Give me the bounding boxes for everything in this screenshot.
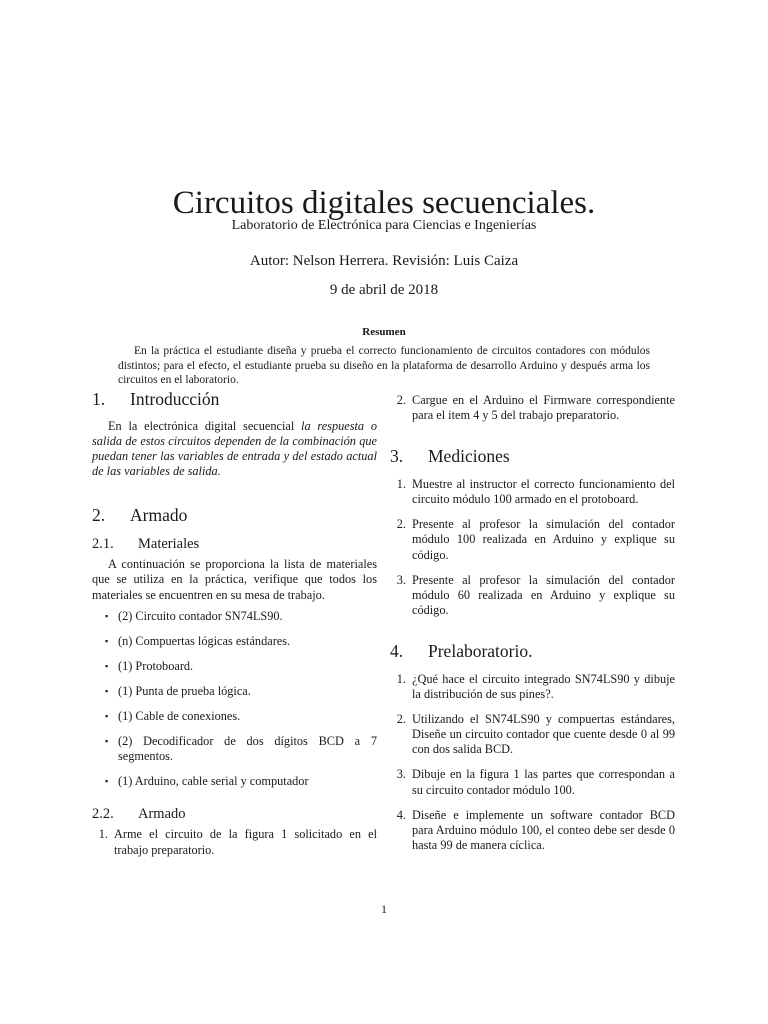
materiales-list	[92, 609, 377, 790]
materiales-paragraph: A continuación se proporciona la lista de materiales que se utiliza en la práctica, verifique que todos los materiales se encuentren en su mesa de trabajo.	[92, 557, 377, 602]
list-number: 2.	[396, 712, 406, 727]
section-number: 2.	[92, 505, 106, 526]
armado-steps-list-continued	[390, 393, 675, 423]
subsection-number: 2.2.	[92, 806, 114, 823]
list-number: 1.	[98, 827, 108, 842]
mediciones-list	[390, 477, 675, 618]
section-introduccion-heading	[92, 388, 377, 410]
document-date: 9 de abril de 2018	[329, 282, 439, 298]
section-number: 3.	[390, 446, 404, 467]
page-number: 1	[381, 902, 387, 916]
list-item: 2. Presente al profesor la simulación del contador módulo 100 realizada en Arduino y explique su código.	[390, 517, 675, 562]
section-number: 4.	[390, 640, 404, 661]
list-item: ▪ (1) Cable de conexiones.	[105, 709, 241, 724]
list-number: 4.	[396, 807, 406, 822]
left-column	[92, 388, 377, 858]
document-author: Autor: Nelson Herrera. Revisión: Luis Caiza	[249, 253, 519, 269]
right-column	[390, 393, 675, 853]
list-number: 3.	[396, 767, 406, 782]
abstract-heading: Resumen	[362, 326, 406, 338]
list-number: 2.	[396, 517, 406, 532]
list-item: 3. Presente al profesor la simulación del contador módulo 60 realizada en Arduino y explique su código.	[390, 573, 675, 618]
section-armado-heading	[92, 504, 377, 526]
subsection-title: Materiales	[138, 536, 200, 553]
bullet-icon: ▪	[105, 635, 109, 646]
subsection-number: 2.1.	[92, 536, 114, 553]
document-title: Circuitos digitales secuenciales.	[172, 185, 596, 221]
list-item: 2. Utilizando el SN74LS90 y compuertas estándares, Diseñe un circuito contador que cuente desde 0 al 99 con dos salida BCD.	[390, 712, 675, 757]
list-item: 4. Diseñe e implemente un software contador BCD para Arduino módulo 100, el conteo debe ser desde 0 hasta 99 de manera cíclica.	[390, 808, 675, 853]
section-title: Armado	[130, 505, 188, 526]
list-item: 3. Dibuje en la figura 1 las partes que correspondan a su circuito contador módulo 100.	[390, 767, 675, 797]
list-item: ▪ (n) Compuertas lógicas estándares.	[105, 633, 291, 648]
list-number: 2.	[396, 393, 406, 407]
section-prelaboratorio-heading	[390, 640, 675, 662]
bullet-icon: ▪	[105, 776, 109, 787]
list-item: ▪ (1) Protoboard.	[105, 658, 194, 673]
section-title: Introducción	[130, 389, 220, 409]
list-item: ▪ (1) Punta de prueba lógica.	[105, 683, 251, 698]
intro-paragraph	[92, 419, 377, 479]
abstract-text: En la práctica el estudiante diseña y prueba el correcto funcionamiento de circuitos contadores con módulos distintos; para el efecto, el estudiante prueba su diseño en la plataforma de desarrollo Arduino y después arma los circuitos en el laboratorio.	[118, 345, 650, 387]
subsection-materiales-heading	[92, 535, 377, 553]
subsection-title: Armado	[138, 806, 186, 823]
list-number: 1.	[396, 477, 406, 492]
list-item: 2. Cargue en el Arduino el Firmware correspondiente para el item 4 y 5 del trabajo preparatorio.	[390, 393, 675, 423]
list-item: ▪ (1) Arduino, cable serial y computador	[105, 774, 309, 789]
list-item: 1. ¿Qué hace el circuito integrado SN74LS90 y dibuje la distribución de sus pines?.	[390, 672, 675, 702]
section-title: Mediciones	[428, 446, 510, 467]
bullet-icon: ▪	[105, 736, 109, 747]
section-number: 1.	[92, 389, 106, 409]
armado-steps-list	[92, 827, 377, 857]
subsection-armado-heading	[92, 805, 377, 823]
document-subtitle: Laboratorio de Electrónica para Ciencias e Ingenierías	[231, 218, 537, 233]
bullet-icon: ▪	[105, 660, 109, 671]
section-mediciones-heading	[390, 445, 675, 467]
intro-text-italic: la respuesta o salida de estos circuitos dependen de la combinación que puedan tener las variables de entrada y del estado actual de las variables de salida.	[92, 419, 377, 479]
list-item: 1. Muestre al instructor el correcto funcionamiento del circuito módulo 100 armado en el protoboard.	[390, 477, 675, 507]
list-item: 1. Arme el circuito de la figura 1 solicitado en el trabajo preparatorio.	[92, 827, 377, 857]
intro-text: En la electrónica digital secuencial	[108, 419, 302, 433]
list-number: 1.	[396, 671, 406, 686]
bullet-icon: ▪	[105, 685, 109, 696]
list-item: ▪ (2) Circuito contador SN74LS90.	[105, 608, 283, 623]
section-title: Prelaboratorio.	[428, 640, 533, 661]
prelaboratorio-list	[390, 672, 675, 853]
bullet-icon: ▪	[105, 711, 109, 722]
list-number: 3.	[396, 572, 406, 587]
list-item: ▪ (2) Decodificador de dos dígitos BCD a 7 segmentos.	[105, 734, 377, 764]
bullet-icon: ▪	[105, 610, 109, 621]
